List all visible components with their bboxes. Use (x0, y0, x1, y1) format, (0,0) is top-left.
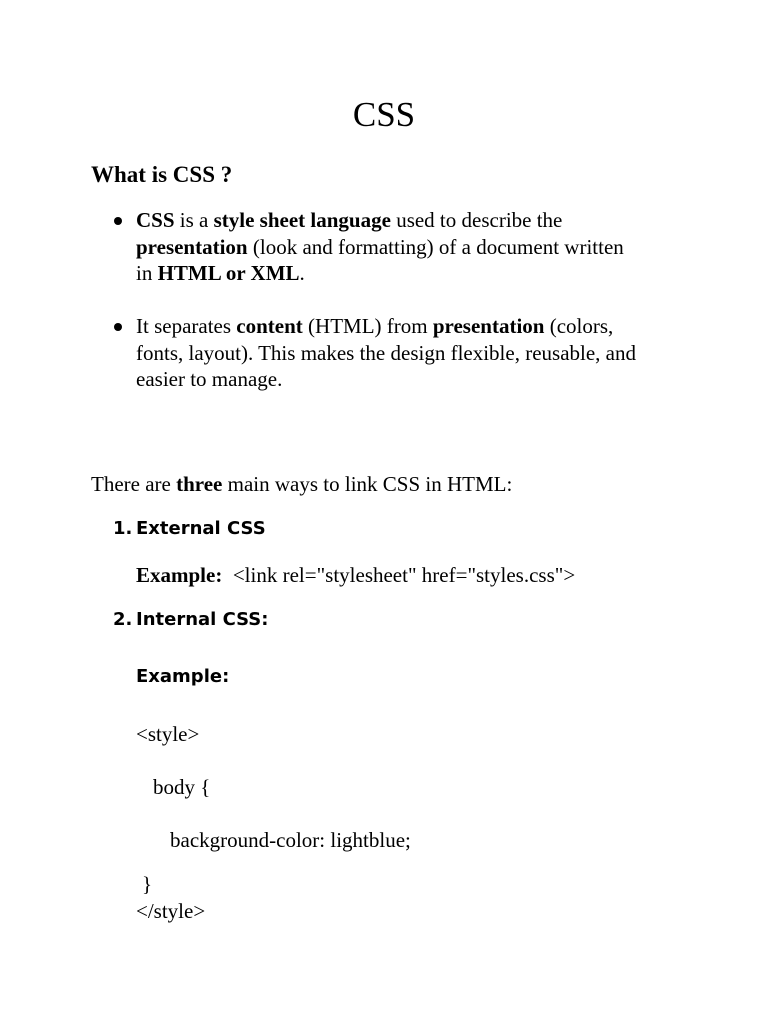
bullet-marker (114, 217, 122, 225)
example-line: Example: <link rel="stylesheet" href="styles.css"> (136, 563, 576, 587)
list-number: 2. (113, 609, 133, 630)
document-title: CSS (352, 95, 416, 134)
list-number: 1. (113, 518, 133, 539)
method-name: External CSS (136, 518, 266, 539)
method-name: Internal CSS: (136, 609, 269, 630)
code-line: } (142, 872, 153, 896)
section-heading: What is CSS ? (91, 162, 233, 187)
intro-text: There are three main ways to link CSS in HTML: (91, 472, 513, 496)
bullet-item: CSS is a style sheet language used to describe the presentation (look and formatting) of a document written in HTML or XML. (136, 208, 624, 285)
code-line: <style> (136, 722, 200, 746)
bullet-item: It separates content (HTML) from presentation (colors, fonts, layout). This makes the design flexible, reusable, and easier to manage. (136, 314, 636, 391)
code-line: </style> (136, 899, 206, 923)
example-label: Example: (136, 666, 230, 687)
code-line: background-color: lightblue; (170, 828, 411, 852)
code-line: body { (153, 775, 211, 799)
bullet-marker (114, 323, 122, 331)
